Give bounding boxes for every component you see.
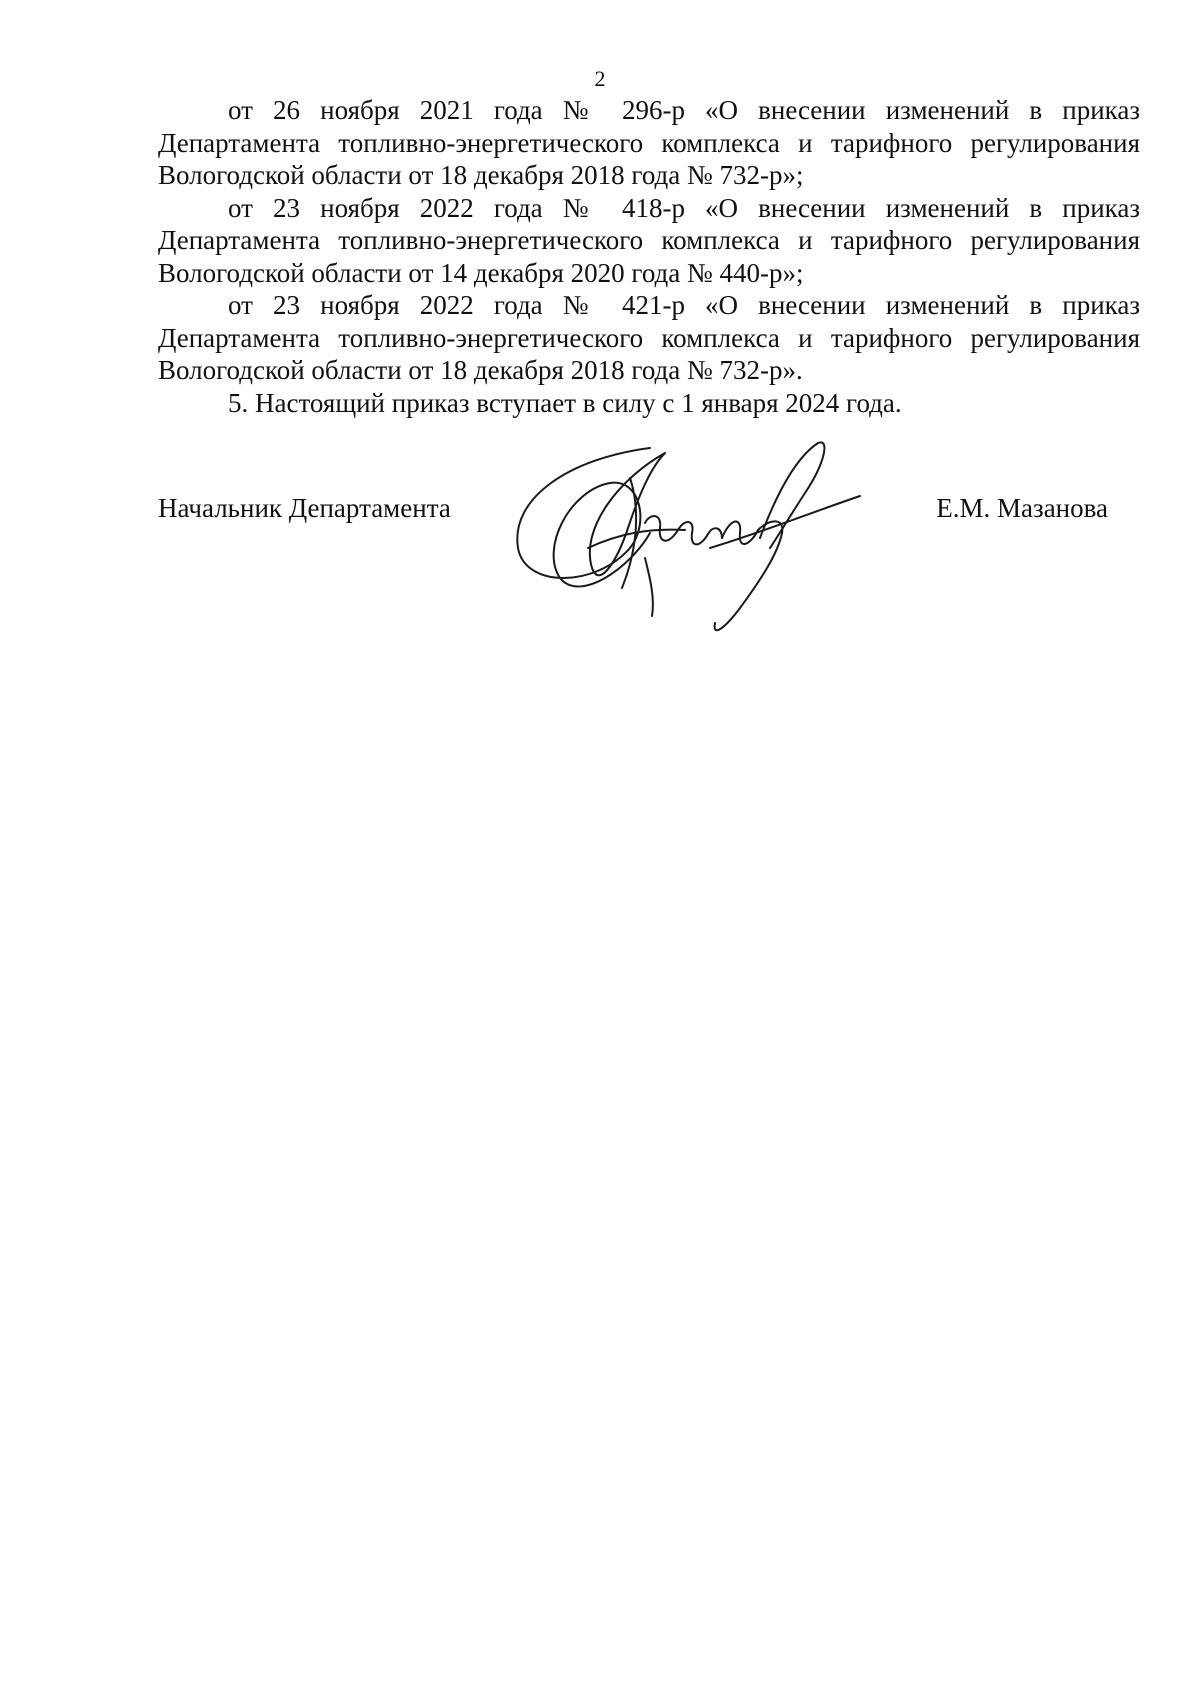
paragraph-order-296: от 26 ноября 2021 года № 296-р «О внесении изменений в приказ Департамента топливно-энергетического комплекса и тарифного регулирования Вологодской области от 18 декабря 2018 года № 732-р»;	[158, 95, 1140, 190]
paragraph-effective-date: 5. Настоящий приказ вступает в силу с 1 января 2024 года.	[228, 387, 902, 418]
signatory-title: Начальник Департамента	[158, 493, 451, 523]
paragraph-order-418: от 23 ноября 2022 года № 418-р «О внесении изменений в приказ Департамента топливно-энергетического комплекса и тарифного регулирования Вологодской области от 14 декабря 2020 года № 440-р»;	[158, 192, 1140, 288]
signatory-name: Е.М. Мазанова	[936, 493, 1108, 523]
handwritten-signature	[500, 438, 870, 638]
page-number: 2	[594, 66, 606, 91]
document-body	[158, 94, 1140, 419]
paragraph-order-421: от 23 ноября 2022 года № 421-р «О внесении изменений в приказ Департамента топливно-энергетического комплекса и тарифного регулирования Вологодской области от 18 декабря 2018 года № 732-р».	[158, 290, 1140, 385]
